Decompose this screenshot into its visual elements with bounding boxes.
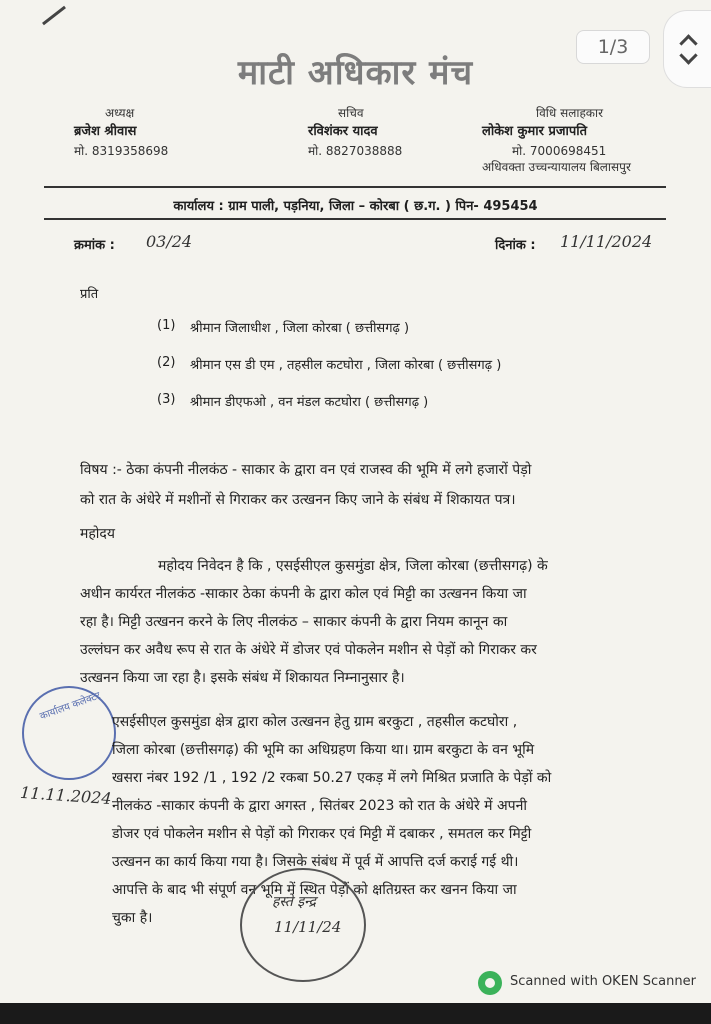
official-role-secretary: सचिव xyxy=(338,106,364,120)
recipient-item: श्रीमान डीएफओ , वन मंडल कटघोरा ( छत्तीसगढ़ ) xyxy=(190,395,429,410)
recipient-item: श्रीमान जिलाधीश , जिला कोरबा ( छत्तीसगढ़ ) xyxy=(190,321,410,336)
paragraph-line: नीलकंठ -साकार कंपनी के द्वारा अगस्त , सितंबर 2023 को रात के अंधेरे में अपनी xyxy=(112,798,527,814)
paragraph-line: उत्खनन का कार्य किया गया है। जिसके संबंध में पूर्व में आपत्ति दर्ज कराई गई थी। xyxy=(112,854,519,870)
office-address: कार्यालय : ग्राम पाली, पड़निया, जिला – कोरबा ( छ.ग. ) पिन- 495454 xyxy=(173,199,538,214)
salutation: महोदय xyxy=(80,526,115,542)
paragraph-line: उल्लंघन कर अवैध रूप से रात के अंधेरे में डोजर एवं पोकलेन मशीन से पेड़ों को गिराकर कर xyxy=(80,642,537,658)
recipient-index: (1) xyxy=(157,318,176,333)
paragraph-line: उत्खनन किया जा रहा है। इसके संबंध में शिकायत निम्नानुसार है। xyxy=(80,670,405,686)
page-indicator: 1/3 xyxy=(576,30,650,64)
receipt-signature: हस्ते इन्द्र xyxy=(272,894,316,910)
office-seal-stamp xyxy=(22,686,116,780)
recipient-to-label: प्रति xyxy=(80,287,99,302)
subject-line: विषय :- ठेका कंपनी नीलकंठ - साकार के द्वारा वन एवं राजस्व की भूमि में लगे हजारों पेड़ो xyxy=(80,462,532,478)
header-rule-top xyxy=(44,186,666,188)
paragraph-line: डोजर एवं पोकलेन मशीन से पेड़ों को गिराकर एवं मिट्टी में दबाकर , समतल कर मिट्टी xyxy=(112,826,532,842)
letter-number-label: क्रमांक : xyxy=(74,238,115,253)
recipient-index: (3) xyxy=(157,392,176,407)
oken-logo-icon xyxy=(478,971,502,995)
chevron-up-down-icon[interactable] xyxy=(663,10,711,88)
org-title: माटी अधिकार मंच xyxy=(237,53,474,93)
official-name-legal: लोकेश कुमार प्रजापति xyxy=(482,124,588,139)
official-role-legal: विधि सलाहकार xyxy=(536,106,604,120)
paragraph-line: अधीन कार्यरत नीलकंठ -साकार ठेका कंपनी के द्वारा कोल एवं मिट्टी का उत्खनन किया जा xyxy=(80,586,527,602)
official-extra-legal: अधिवक्ता उच्चन्यायालय बिलासपुर xyxy=(482,160,631,174)
paragraph-line: जिला कोरबा (छत्तीसगढ़) की भूमि का अधिग्रहण किया था। ग्राम बरकुटा के वन भूमि xyxy=(112,742,535,758)
letter-date-label: दिनांक : xyxy=(495,238,536,253)
receipt-date: 11/11/24 xyxy=(274,918,342,936)
header-rule-bottom xyxy=(44,218,666,220)
official-role-president: अध्यक्ष xyxy=(105,106,135,120)
official-phone-secretary: मो. 8827038888 xyxy=(308,144,403,158)
stamp-text: कार्यालय कलेक्टर xyxy=(38,690,102,723)
paragraph-line: आपत्ति के बाद भी संपूर्ण वन भूमि में स्थित पेड़ों को क्षतिग्रस्त कर खनन किया जा xyxy=(112,882,517,898)
official-name-president: ब्रजेश श्रीवास xyxy=(74,124,137,139)
paragraph-line: एसईसीएल कुसमुंडा क्षेत्र द्वारा कोल उत्खनन हेतु ग्राम बरकुटा , तहसील कटघोरा , xyxy=(112,714,518,730)
official-name-secretary: रविशंकर यादव xyxy=(308,124,378,139)
paragraph-line: खसरा नंबर 192 /1 , 192 /2 रकबा 50.27 एकड़ में लगे मिश्रित प्रजाति के पेड़ों को xyxy=(112,770,552,786)
official-phone-legal: मो. 7000698451 xyxy=(512,144,607,158)
paragraph-line: रहा है। मिट्टी उत्खनन करने के लिए नीलकंठ – साकार कंपनी के द्वारा नियम कानून का xyxy=(80,614,508,630)
stamp-date: 11.11.2024 xyxy=(19,782,113,809)
receipt-stamp xyxy=(240,868,366,982)
pen-mark xyxy=(42,6,66,26)
subject-line: को रात के अंधेरे में मशीनों से गिराकर कर उत्खनन किए जाने के संबंध में शिकायत पत्र। xyxy=(80,492,516,508)
chevron-down-icon[interactable] xyxy=(679,46,697,64)
recipient-index: (2) xyxy=(157,355,176,370)
letter-number-value: 03/24 xyxy=(146,232,193,251)
paragraph-line: चुका है। xyxy=(112,910,153,926)
recipient-item: श्रीमान एस डी एम , तहसील कटघोरा , जिला कोरबा ( छत्तीसगढ़ ) xyxy=(190,358,502,373)
scanner-watermark: Scanned with OKEN Scanner xyxy=(510,974,696,989)
letter-date-value: 11/11/2024 xyxy=(560,232,653,251)
official-phone-president: मो. 8319358698 xyxy=(74,144,169,158)
paragraph-line: महोदय निवेदन है कि , एसईसीएल कुसमुंडा क्षेत्र, जिला कोरबा (छत्तीसगढ़) के xyxy=(158,558,548,574)
